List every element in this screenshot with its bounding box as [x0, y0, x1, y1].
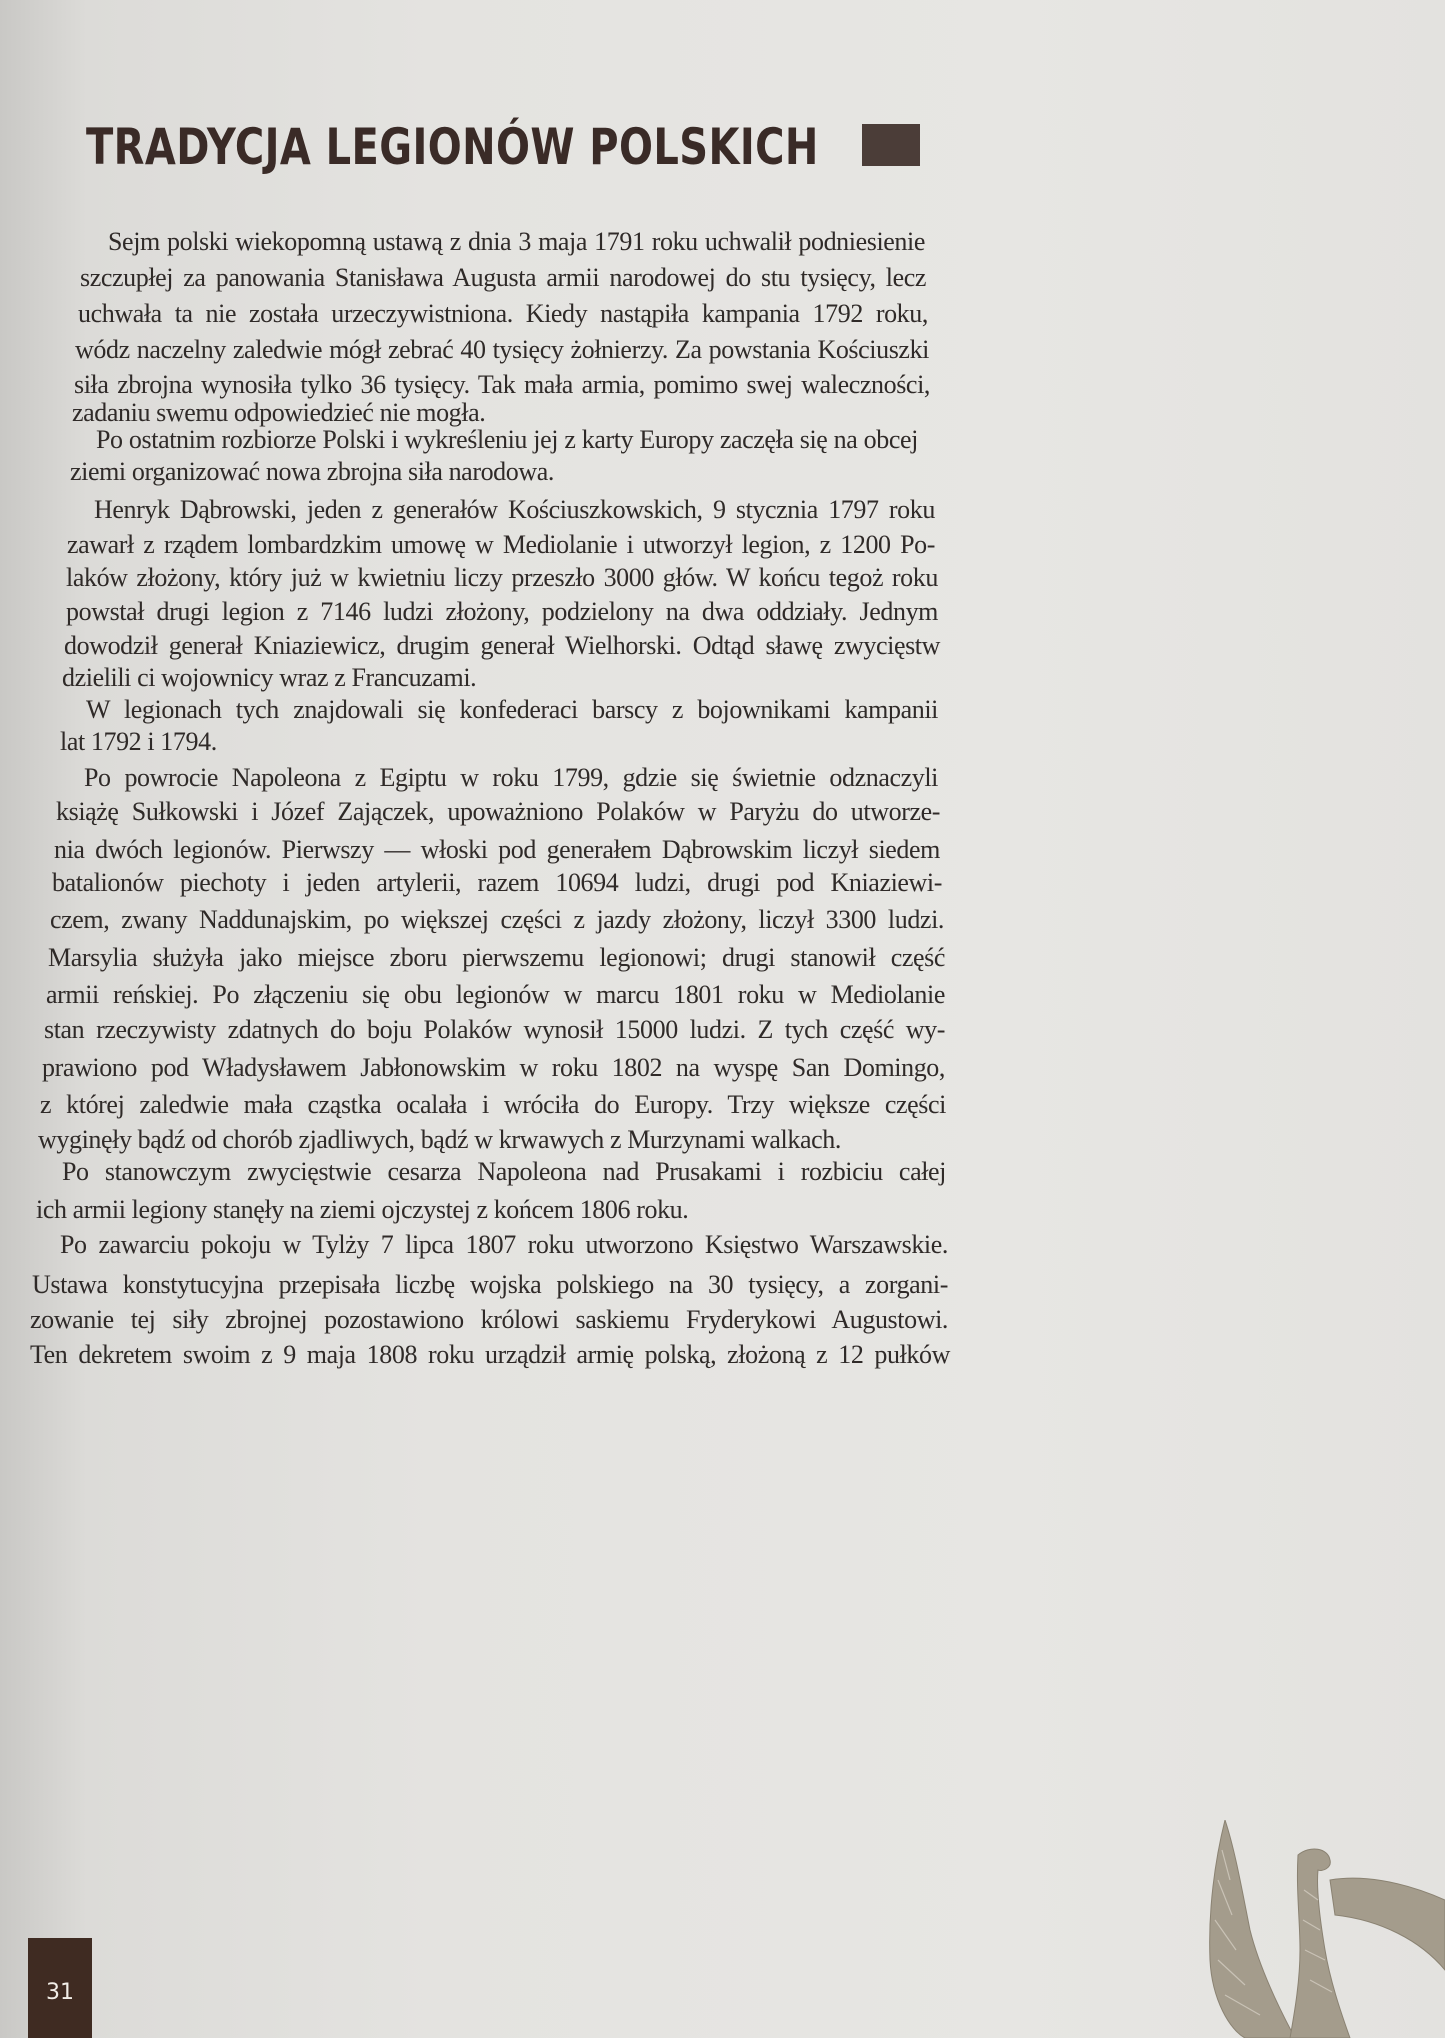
text-line: Po ostatnim rozbiorze Polski i wykreśleniu jej z karty Europy zaczęła się na obcej	[96, 425, 918, 454]
text-line: laków złożony, który już w kwietniu liczy przeszło 3000 głów. W końcu tegoż roku	[66, 563, 938, 592]
text-line: Marsylia służyła jako miejsce zboru pierwszemu legionowi; drugi stanowił część	[48, 943, 945, 972]
text-line: Sejm polski wiekopomną ustawą z dnia 3 maja 1791 roku uchwalił podniesienie	[108, 227, 925, 256]
text-line: Po zawarciu pokoju w Tylży 7 lipca 1807 roku utworzono Księstwo Warszawskie.	[60, 1230, 948, 1259]
text-line: Po stanowczym zwycięstwie cesarza Napoleona nad Prusakami i rozbiciu całej	[62, 1157, 946, 1186]
title-square-ornament	[862, 124, 920, 166]
text-line: czem, zwany Naddunajskim, po większej części z jazdy złożony, liczył 3300 ludzi.	[50, 905, 944, 934]
text-line: stan rzeczywisty zdatnych do boju Polaków wynosił 15000 ludzi. Z tych część wy-	[44, 1015, 945, 1044]
text-line: wyginęły bądź od chorób zjadliwych, bądź w krwawych z Murzynami walkach.	[38, 1125, 841, 1154]
text-line: uchwała ta nie została urzeczywistniona. Kiedy nastąpiła kampania 1792 roku,	[78, 299, 928, 328]
text-line: szczupłej za panowania Stanisława Augusta armii narodowej do stu tysięcy, lecz	[80, 263, 926, 292]
text-line: Po powrocie Napoleona z Egiptu w roku 1799, gdzie się świetnie odznaczyli	[84, 763, 938, 792]
text-line: W legionach tych znajdowali się konfederaci barscy z bojownikami kampanii	[86, 695, 938, 724]
text-line: siła zbrojna wynosiła tylko 36 tysięcy. Tak mała armia, pomimo swej waleczności,	[74, 370, 930, 399]
page-number: 31	[28, 1938, 92, 2038]
text-line: armii reńskiej. Po złączeniu się obu legionów w marcu 1801 roku w Mediolanie	[46, 980, 945, 1009]
text-line: zadaniu swemu odpowiedzieć nie mogła.	[72, 398, 486, 427]
text-line: książę Sułkowski i Józef Zajączek, upoważniono Polaków w Paryżu do utworze-	[56, 797, 940, 826]
text-line: Ustawa konstytucyjna przepisała liczbę wojska polskiego na 30 tysięcy, a zorgani-	[32, 1270, 948, 1299]
page-title: TRADYCJA LEGIONÓW POLSKICH	[86, 118, 819, 176]
text-line: dzielili ci wojownicy wraz z Francuzami.	[62, 663, 477, 692]
text-line: ziemi organizować nowa zbrojna siła narodowa.	[70, 457, 554, 486]
text-line: prawiono pod Władysławem Jabłonowskim w roku 1802 na wyspę San Domingo,	[42, 1053, 945, 1082]
text-line: ich armii legiony stanęły na ziemi ojczystej z końcem 1806 roku.	[36, 1195, 689, 1224]
text-line: Ten dekretem swoim z 9 maja 1808 roku urządził armię polską, złożoną z 12 pułków	[30, 1340, 950, 1369]
text-line: zawarł z rządem lombardzkim umowę w Mediolanie i utworzył legion, z 1200 Po-	[67, 530, 935, 559]
text-line: Henryk Dąbrowski, jeden z generałów Kościuszkowskich, 9 stycznia 1797 roku	[94, 495, 935, 524]
text-line: batalionów piechoty i jeden artylerii, razem 10694 ludzi, drugi pod Kniaziewi-	[52, 868, 942, 897]
eagle-emblem-icon	[1200, 1820, 1445, 2038]
text-line: z której zaledwie mała cząstka ocalała i wróciła do Europy. Trzy większe części	[40, 1090, 946, 1119]
text-line: wódz naczelny zaledwie mógł zebrać 40 tysięcy żołnierzy. Za powstania Kościuszki	[75, 335, 929, 364]
text-line: dowodził generał Kniaziewicz, drugim generał Wielhorski. Odtąd sławę zwycięstw	[64, 631, 940, 660]
text-line: zowanie tej siły zbrojnej pozostawiono królowi saskiemu Fryderykowi Augustowi.	[30, 1305, 948, 1334]
text-line: nia dwóch legionów. Pierwszy — włoski pod generałem Dąbrowskim liczył siedem	[54, 835, 940, 864]
text-line: powstał drugi legion z 7146 ludzi złożony, podzielony na dwa oddziały. Jednym	[66, 597, 938, 626]
text-line: lat 1792 i 1794.	[60, 727, 217, 756]
